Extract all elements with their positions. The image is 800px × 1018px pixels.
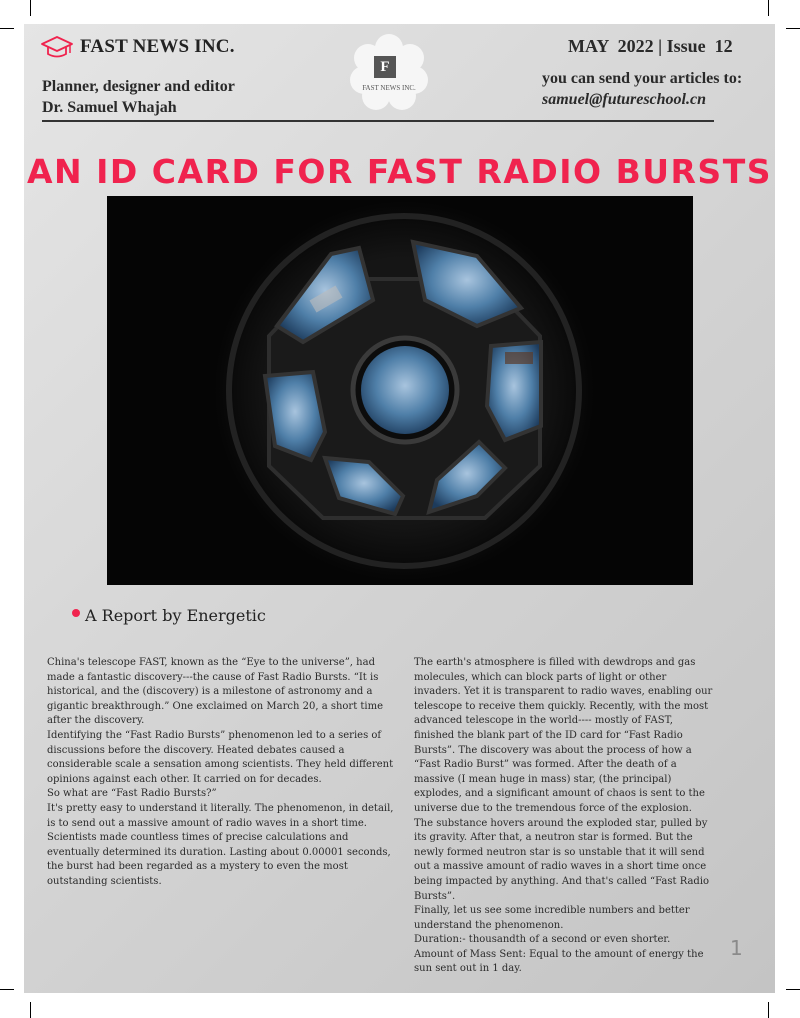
header-divider [42,120,714,122]
logo-text: FAST NEWS INC. [362,84,416,92]
page-number: 1 [730,936,743,960]
paragraph: China's telescope FAST, known as the “Eye to the universe”, had made a fantastic discovery---the cause of Fast Radio Bursts. “It is historical, and the (discovery) is a milestone of astronomy and a gigantic breakthrough.” One exclaimed on March 20, a short time after the discovery. [47,657,384,727]
cupola-window-image [107,196,693,585]
crop-mark [768,0,769,16]
crop-mark [0,989,14,990]
crop-mark [786,28,800,29]
newsletter-page [24,24,775,993]
crop-mark [30,0,31,16]
byline [72,606,266,625]
crop-mark [768,1002,769,1018]
editor-role: Planner, designer and editor [42,78,235,95]
logo-letter: F [374,56,396,78]
paragraph: Identifying the “Fast Radio Bursts” phenomenon led to a series of discussions before the discovery. Heated debates caused a considerable scale a sensation among scientists. They held different opinions against each other. It carried on for decades. [47,729,394,785]
byline-text: A Report by Energetic [85,606,266,625]
paragraph: Amount of Mass Sent: Equal to the amount of energy the sun sent out in 1 day. [414,948,704,975]
crop-mark [786,989,800,990]
editor-credit [42,76,235,118]
article-headline: AN ID CARD FOR FAST RADIO BURSTS [27,152,772,191]
brand-name: FAST NEWS INC. [80,36,235,57]
article-column-left [47,656,395,890]
paragraph: Duration:- thousandth of a second or even shorter. [414,934,671,946]
crop-mark [30,1002,31,1018]
article-column-right [414,656,714,977]
submission-info [542,68,742,110]
bullet-dot [72,609,80,617]
graduation-cap-icon [40,34,74,60]
masthead-logo [346,34,432,112]
paragraph: Finally, let us see some incredible numbers and better understand the phenomenon. [414,905,690,931]
contact-email[interactable]: samuel@futureschool.cn [542,91,706,108]
brand [40,34,235,60]
paragraph: So what are “Fast Radio Bursts?” [47,788,217,800]
crop-mark [0,28,14,29]
paragraph: It's pretty easy to understand it literally. The phenomenon, in detail, is to send out a massive amount of radio waves in a short time. Scientists made countless times of precise calculations and eventually determined its duration. Lasting about 0.00001 seconds, the burst had been regarded as a mystery to even the most outstanding scientists. [47,802,394,887]
editor-name: Dr. Samuel Whajah [42,99,177,116]
paragraph: The earth's atmosphere is filled with dewdrops and gas molecules, which can block parts of light or other invaders. Yet it is transparent to radio waves, enabling our telescope to receive them quickly. Recently, with the most advanced telescope in the world---- mostly of FAST, finished the blank part of the ID card for “Fast Radio Bursts”. The discovery was about the process of how a “Fast Radio Burst” was formed. After the death of a massive (I mean huge in mass) star, (the principal) explodes, and a significant amount of chaos is sent to the universe due to the tremendous force of the explosion. The substance hovers around the exploded star, pulled by its gravity. After that, a neutron star is formed. But the newly formed neutron star is so unstable that it will send out a massive amount of radio waves in a short time once being impacted by anything. And that's called “Fast Radio Bursts”. [414,657,713,902]
issue-date: MAY 2022 | Issue 12 [568,36,733,56]
send-label: you can send your articles to: [542,70,743,87]
